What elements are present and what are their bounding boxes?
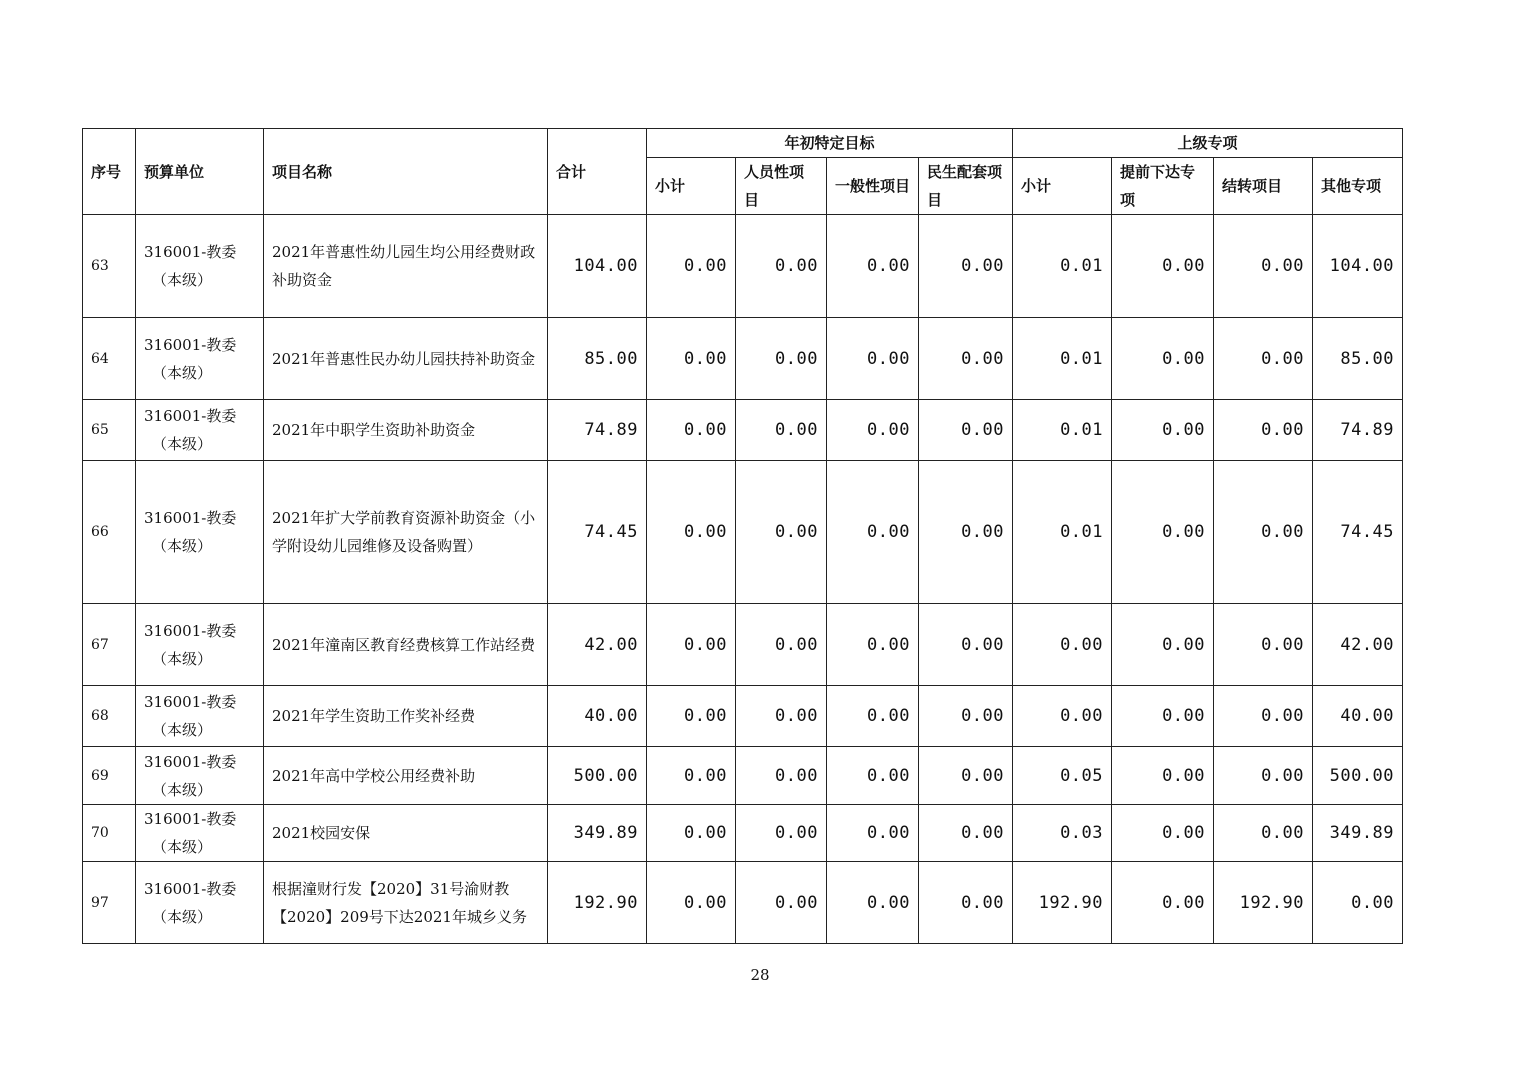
row-g2-subtotal: 0.01 (1013, 400, 1112, 461)
row-g2-carryover: 0.00 (1214, 461, 1313, 604)
row-g1-subtotal: 0.00 (647, 862, 736, 944)
table-row (83, 400, 1403, 461)
unit-line1: 316001-教委 (144, 879, 237, 898)
row-g1-general: 0.00 (827, 862, 919, 944)
row-g1-livelihood: 0.00 (919, 805, 1013, 862)
row-total: 349.89 (548, 805, 647, 862)
unit-line1: 316001-教委 (144, 810, 237, 828)
unit-line2: （本级） (152, 907, 213, 926)
table-body (83, 215, 1403, 944)
header-g1-livelihood: 民生配套项目 (919, 158, 1013, 215)
row-g2-advance: 0.00 (1112, 400, 1214, 461)
row-g1-general: 0.00 (827, 215, 919, 318)
row-g1-subtotal: 0.00 (647, 686, 736, 747)
row-g2-carryover: 0.00 (1214, 805, 1313, 862)
row-project: 2021年普惠性幼儿园生均公用经费财政补助资金 (264, 215, 548, 318)
row-g2-advance: 0.00 (1112, 686, 1214, 747)
unit-line2: （本级） (152, 649, 213, 668)
row-g1-subtotal: 0.00 (647, 604, 736, 686)
header-g2-subtotal: 小计 (1013, 158, 1112, 215)
row-g2-subtotal: 0.01 (1013, 461, 1112, 604)
row-project: 2021年学生资助工作奖补经费 (264, 686, 548, 747)
budget-table (82, 128, 1403, 944)
row-g1-livelihood: 0.00 (919, 686, 1013, 747)
row-seq: 63 (83, 215, 136, 318)
row-project: 2021年中职学生资助补助资金 (264, 400, 548, 461)
row-g2-carryover: 0.00 (1214, 318, 1313, 400)
row-g1-general: 0.00 (827, 686, 919, 747)
header-seq: 序号 (83, 129, 136, 215)
unit-line2: （本级） (152, 780, 213, 799)
row-g2-other: 104.00 (1313, 215, 1403, 318)
row-g1-personnel: 0.00 (736, 686, 827, 747)
unit-line2: （本级） (152, 537, 213, 555)
row-g1-subtotal: 0.00 (647, 318, 736, 400)
row-unit (136, 805, 264, 862)
row-unit (136, 686, 264, 747)
row-g2-advance: 0.00 (1112, 747, 1214, 805)
unit-line1: 316001-教委 (144, 693, 237, 711)
row-g2-subtotal: 0.00 (1013, 604, 1112, 686)
row-g2-subtotal: 0.01 (1013, 215, 1112, 318)
row-g2-advance: 0.00 (1112, 215, 1214, 318)
unit-line1: 316001-教委 (144, 621, 237, 640)
table-row (83, 805, 1403, 862)
table-row (83, 747, 1403, 805)
header-total: 合计 (548, 129, 647, 215)
row-g1-personnel: 0.00 (736, 604, 827, 686)
header-g1-general: 一般性项目 (827, 158, 919, 215)
unit-line1: 316001-教委 (144, 335, 237, 354)
row-unit (136, 604, 264, 686)
header-g2-advance: 提前下达专项 (1112, 158, 1214, 215)
row-total: 85.00 (548, 318, 647, 400)
row-g1-subtotal: 0.00 (647, 747, 736, 805)
row-g1-personnel: 0.00 (736, 215, 827, 318)
row-g2-other: 74.89 (1313, 400, 1403, 461)
unit-line1: 316001-教委 (144, 509, 237, 527)
row-unit (136, 318, 264, 400)
row-project: 2021年普惠性民办幼儿园扶持补助资金 (264, 318, 548, 400)
unit-line1: 316001-教委 (144, 407, 237, 425)
header-g1-subtotal: 小计 (647, 158, 736, 215)
row-g1-personnel: 0.00 (736, 318, 827, 400)
row-total: 42.00 (548, 604, 647, 686)
row-g2-carryover: 0.00 (1214, 604, 1313, 686)
row-g1-livelihood: 0.00 (919, 461, 1013, 604)
row-g1-general: 0.00 (827, 604, 919, 686)
row-unit (136, 862, 264, 944)
row-seq: 65 (83, 400, 136, 461)
row-g1-subtotal: 0.00 (647, 215, 736, 318)
row-g1-livelihood: 0.00 (919, 747, 1013, 805)
table-row (83, 686, 1403, 747)
row-seq: 97 (83, 862, 136, 944)
row-g2-carryover: 0.00 (1214, 747, 1313, 805)
row-g1-general: 0.00 (827, 461, 919, 604)
row-g2-other: 85.00 (1313, 318, 1403, 400)
row-g1-general: 0.00 (827, 805, 919, 862)
header-unit: 预算单位 (136, 129, 264, 215)
row-seq: 69 (83, 747, 136, 805)
table-row (83, 604, 1403, 686)
row-g2-other: 0.00 (1313, 862, 1403, 944)
row-g2-carryover: 0.00 (1214, 686, 1313, 747)
table-header (83, 129, 1403, 215)
row-g1-livelihood: 0.00 (919, 318, 1013, 400)
row-g1-livelihood: 0.00 (919, 604, 1013, 686)
row-g2-advance: 0.00 (1112, 318, 1214, 400)
row-project: 2021年潼南区教育经费核算工作站经费 (264, 604, 548, 686)
row-seq: 64 (83, 318, 136, 400)
row-unit (136, 747, 264, 805)
row-total: 192.90 (548, 862, 647, 944)
row-unit (136, 461, 264, 604)
row-total: 500.00 (548, 747, 647, 805)
row-g2-carryover: 0.00 (1214, 215, 1313, 318)
unit-line1: 316001-教委 (144, 243, 237, 261)
header-g1-personnel: 人员性项目 (736, 158, 827, 215)
unit-line2: （本级） (152, 721, 213, 739)
unit-line2: （本级） (152, 435, 213, 453)
row-g2-advance: 0.00 (1112, 862, 1214, 944)
row-g1-personnel: 0.00 (736, 862, 827, 944)
row-project: 2021年扩大学前教育资源补助资金（小学附设幼儿园维修及设备购置） (264, 461, 548, 604)
row-seq: 68 (83, 686, 136, 747)
row-g2-carryover: 192.90 (1214, 862, 1313, 944)
row-g2-other: 349.89 (1313, 805, 1403, 862)
row-g1-personnel: 0.00 (736, 400, 827, 461)
row-g2-subtotal: 0.01 (1013, 318, 1112, 400)
unit-line2: （本级） (152, 363, 213, 382)
unit-line2: （本级） (152, 838, 213, 856)
table-row (83, 318, 1403, 400)
table-row (83, 862, 1403, 944)
unit-line2: （本级） (152, 271, 213, 289)
row-g1-general: 0.00 (827, 400, 919, 461)
row-g2-other: 40.00 (1313, 686, 1403, 747)
row-total: 74.89 (548, 400, 647, 461)
row-g1-general: 0.00 (827, 318, 919, 400)
row-g1-subtotal: 0.00 (647, 461, 736, 604)
header-group-superior-special: 上级专项 (1013, 129, 1403, 158)
row-g1-personnel: 0.00 (736, 747, 827, 805)
unit-line1: 316001-教委 (144, 752, 237, 771)
header-group-initial-targets: 年初特定目标 (647, 129, 1013, 158)
row-g2-subtotal: 192.90 (1013, 862, 1112, 944)
row-total: 104.00 (548, 215, 647, 318)
row-g2-carryover: 0.00 (1214, 400, 1313, 461)
row-unit (136, 215, 264, 318)
table-row (83, 215, 1403, 318)
header-project: 项目名称 (264, 129, 548, 215)
row-g1-personnel: 0.00 (736, 805, 827, 862)
row-seq: 70 (83, 805, 136, 862)
row-g2-advance: 0.00 (1112, 461, 1214, 604)
row-g2-subtotal: 0.00 (1013, 686, 1112, 747)
row-seq: 66 (83, 461, 136, 604)
row-g2-subtotal: 0.05 (1013, 747, 1112, 805)
row-total: 40.00 (548, 686, 647, 747)
row-g2-subtotal: 0.03 (1013, 805, 1112, 862)
page-number: 28 (750, 966, 770, 984)
row-g2-advance: 0.00 (1112, 805, 1214, 862)
row-seq: 67 (83, 604, 136, 686)
row-project: 2021年高中学校公用经费补助 (264, 747, 548, 805)
table-row (83, 461, 1403, 604)
row-g1-general: 0.00 (827, 747, 919, 805)
row-g1-livelihood: 0.00 (919, 862, 1013, 944)
row-project: 根据潼财行发【2020】31号渝财教【2020】209号下达2021年城乡义务 (264, 862, 548, 944)
row-g1-livelihood: 0.00 (919, 400, 1013, 461)
row-g2-other: 42.00 (1313, 604, 1403, 686)
row-g1-subtotal: 0.00 (647, 805, 736, 862)
header-g2-carryover: 结转项目 (1214, 158, 1313, 215)
row-g2-advance: 0.00 (1112, 604, 1214, 686)
row-total: 74.45 (548, 461, 647, 604)
row-project: 2021校园安保 (264, 805, 548, 862)
row-g1-personnel: 0.00 (736, 461, 827, 604)
row-g2-other: 74.45 (1313, 461, 1403, 604)
row-unit (136, 400, 264, 461)
row-g2-other: 500.00 (1313, 747, 1403, 805)
header-g2-other: 其他专项 (1313, 158, 1403, 215)
row-g1-subtotal: 0.00 (647, 400, 736, 461)
row-g1-livelihood: 0.00 (919, 215, 1013, 318)
